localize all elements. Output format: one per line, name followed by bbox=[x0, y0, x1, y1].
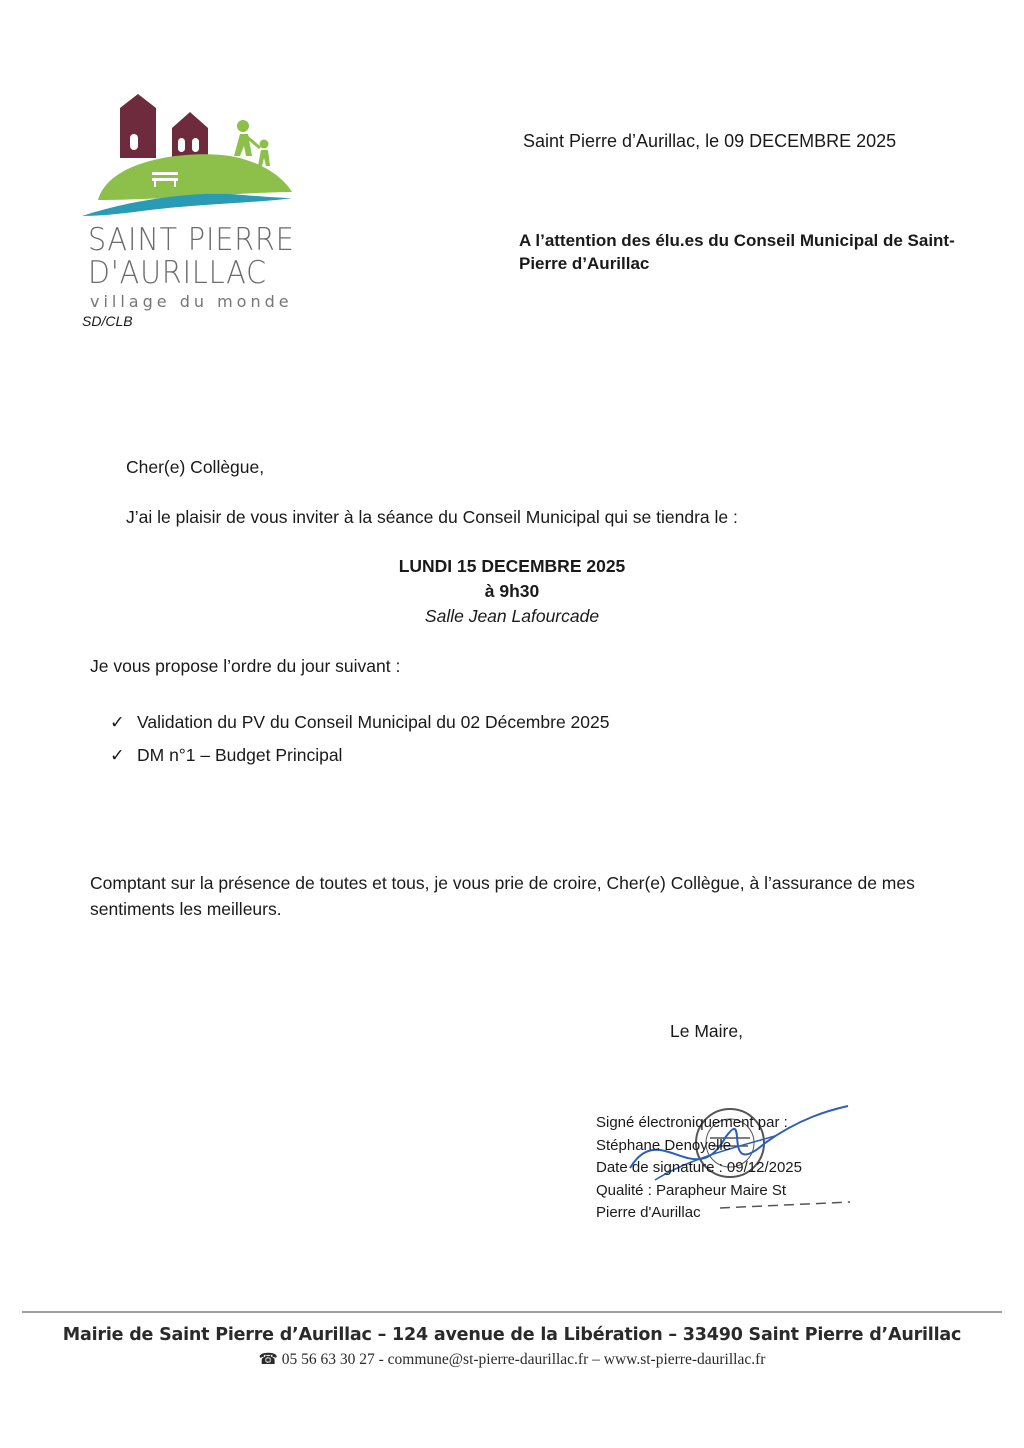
agenda-list bbox=[110, 706, 609, 772]
date-line: Saint Pierre d’Aurillac, le 09 DECEMBRE 2025 bbox=[523, 131, 897, 151]
telephone-icon: ☎ bbox=[258, 1351, 278, 1368]
agenda-item bbox=[110, 739, 609, 772]
electronic-signature-block bbox=[596, 1112, 802, 1225]
footer-divider bbox=[22, 1311, 1002, 1313]
footer-contact-line bbox=[0, 1350, 1024, 1369]
agenda-item-text: Validation du PV du Conseil Municipal du 02 Décembre 2025 bbox=[137, 712, 610, 732]
meeting-date: LUNDI 15 DECEMBRE 2025 bbox=[398, 556, 626, 576]
signature-quality: Qualité : Parapheur Maire St bbox=[596, 1181, 787, 1199]
logo-name-line1: SAINT PIERRE bbox=[88, 222, 295, 258]
recipient-attention: A l’attention des élu.es du Conseil Municipal de Saint-Pierre d’Aurillac bbox=[519, 231, 955, 273]
footer-address: Mairie de Saint Pierre d’Aurillac – 124 avenue de la Libération – 33490 Saint Pierre d’Aurillac bbox=[62, 1325, 962, 1345]
signer-title: Le Maire, bbox=[670, 1021, 743, 1041]
closing-paragraph: Comptant sur la présence de toutes et tous, je vous prie de croire, Cher(e) Collègue, à l’assurance de mes sentiments les meilleurs. bbox=[90, 873, 915, 919]
meeting-time: à 9h30 bbox=[484, 581, 540, 601]
signature-date: Date de signature : 09/12/2025 bbox=[596, 1159, 802, 1176]
logo-name-line2: D'AURILLAC bbox=[88, 255, 267, 291]
footer-contact: 05 56 63 30 27 - commune@st-pierre-daurillac.fr – www.st-pierre-daurillac.fr bbox=[281, 1351, 766, 1368]
signature-signer-name: Stéphane Denoyelle bbox=[596, 1136, 732, 1154]
invitation-text: J’ai le plaisir de vous inviter à la séance du Conseil Municipal qui se tiendra le : bbox=[126, 507, 738, 527]
signature-line: Signé électroniquement par : bbox=[596, 1114, 788, 1131]
reference-initials: SD/CLB bbox=[82, 313, 133, 329]
logo-tagline: village du monde bbox=[90, 292, 293, 311]
checkmark-icon: ✓ bbox=[110, 712, 125, 732]
agenda-intro: Je vous propose l’ordre du jour suivant : bbox=[90, 656, 401, 676]
agenda-item bbox=[110, 706, 609, 739]
meeting-place: Salle Jean Lafourcade bbox=[424, 606, 600, 626]
signature-quality-cont: Pierre d'Aurillac bbox=[596, 1204, 701, 1221]
agenda-item-text: DM n°1 – Budget Principal bbox=[137, 745, 343, 765]
greeting: Cher(e) Collègue, bbox=[126, 457, 265, 477]
village-logo-icon bbox=[80, 88, 295, 223]
checkmark-icon: ✓ bbox=[110, 745, 125, 765]
